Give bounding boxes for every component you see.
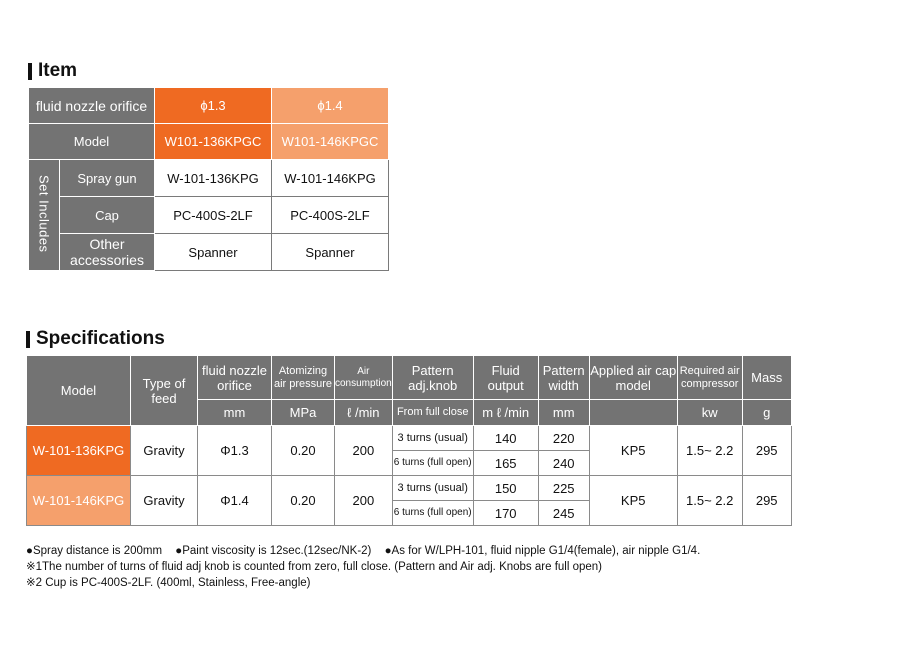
item-title: Item xyxy=(38,60,78,81)
title-bar xyxy=(26,331,30,348)
row-mass: 295 xyxy=(742,426,791,476)
row-air: 200 xyxy=(335,426,393,476)
note-nipple: ●As for W/LPH-101, fluid nipple G1/4(female), air nipple G1/4. xyxy=(384,545,701,557)
note-line-1 xyxy=(26,543,710,559)
row-fluid: 140 xyxy=(473,426,538,451)
hdr-air: Air consumption xyxy=(335,356,393,400)
row-pressure: 0.20 xyxy=(272,476,335,526)
spec-table xyxy=(26,355,792,526)
cell-value: PC-400S-2LF xyxy=(155,197,272,234)
note-line-3: ※2 Cup is PC-400S-2LF. (400ml, Stainless, Free-angle) xyxy=(26,577,311,589)
unit-atomizing: MPa xyxy=(272,400,335,426)
row-mass: 295 xyxy=(742,476,791,526)
hdr-fluid: Fluid output xyxy=(473,356,538,400)
hdr-orifice: fluid nozzle orifice xyxy=(198,356,272,400)
row-width: 245 xyxy=(538,501,589,526)
unit-mass: g xyxy=(742,400,791,426)
unit-cap xyxy=(589,400,677,426)
hdr-compressor: Required air compressor xyxy=(677,356,742,400)
row-feed: Gravity xyxy=(131,426,198,476)
hdr-cap: Applied air cap model xyxy=(589,356,677,400)
row-model: W-101-136KPG xyxy=(27,426,131,476)
cell-value: W-101-146KPG xyxy=(272,160,389,197)
unit-orifice: mm xyxy=(198,400,272,426)
hdr-pattern: Pattern adj.knob xyxy=(392,356,473,400)
row-pattern: 6 turns (full open) xyxy=(392,451,473,476)
row-compressor: 1.5~ 2.2 xyxy=(677,476,742,526)
orifice-header: fluid nozzle orifice xyxy=(29,88,155,124)
model-1: W101-136KPGC xyxy=(155,124,272,160)
row-model: W-101-146KPG xyxy=(27,476,131,526)
note-viscosity: ●Paint viscosity is 12sec.(12sec/NK-2) xyxy=(175,545,372,557)
item-table xyxy=(28,87,389,271)
row-orifice: Φ1.3 xyxy=(198,426,272,476)
row-width: 240 xyxy=(538,451,589,476)
specs-section-title xyxy=(26,328,165,350)
unit-fluid: m ℓ /min xyxy=(473,400,538,426)
row-cap: KP5 xyxy=(589,426,677,476)
hdr-width: Pattern width xyxy=(538,356,589,400)
orifice-1: ϕ1.3 xyxy=(155,88,272,124)
hdr-model: Model xyxy=(27,356,131,426)
set-includes-text: Set Includes xyxy=(36,174,52,253)
unit-compressor: kw xyxy=(677,400,742,426)
title-bar xyxy=(28,63,32,80)
row-pattern: 6 turns (full open) xyxy=(392,501,473,526)
unit-pattern: From full close xyxy=(392,400,473,426)
row-fluid: 170 xyxy=(473,501,538,526)
model-label: Model xyxy=(29,124,155,160)
cell-value: W-101-136KPG xyxy=(155,160,272,197)
unit-air: ℓ /min xyxy=(335,400,393,426)
orifice-2: ϕ1.4 xyxy=(272,88,389,124)
hdr-atomizing: Atomizing air pressure xyxy=(272,356,335,400)
hdr-feed: Type of feed xyxy=(131,356,198,426)
note-line-2: ※1The number of turns of fluid adj knob is counted from zero, full close. (Pattern and Air adj. Knobs are full open) xyxy=(26,561,602,573)
row-compressor: 1.5~ 2.2 xyxy=(677,426,742,476)
row-pattern: 3 turns (usual) xyxy=(392,476,473,501)
hdr-mass: Mass xyxy=(742,356,791,400)
row-width: 225 xyxy=(538,476,589,501)
notes xyxy=(26,543,710,591)
row-air: 200 xyxy=(335,476,393,526)
row-fluid: 165 xyxy=(473,451,538,476)
row-pressure: 0.20 xyxy=(272,426,335,476)
cell-value: PC-400S-2LF xyxy=(272,197,389,234)
cell-value: Spanner xyxy=(272,234,389,271)
model-2: W101-146KPGC xyxy=(272,124,389,160)
row-cap: KP5 xyxy=(589,476,677,526)
item-section-title xyxy=(28,60,77,82)
row-label: Cap xyxy=(60,197,155,234)
row-fluid: 150 xyxy=(473,476,538,501)
row-width: 220 xyxy=(538,426,589,451)
set-includes-label xyxy=(29,160,60,271)
row-orifice: Φ1.4 xyxy=(198,476,272,526)
cell-value: Spanner xyxy=(155,234,272,271)
row-feed: Gravity xyxy=(131,476,198,526)
row-label: Spray gun xyxy=(60,160,155,197)
row-pattern: 3 turns (usual) xyxy=(392,426,473,451)
specs-title: Specifications xyxy=(36,328,165,349)
unit-width: mm xyxy=(538,400,589,426)
note-spray-distance: ●Spray distance is 200mm xyxy=(26,545,163,557)
row-label: Other accessories xyxy=(60,234,155,271)
